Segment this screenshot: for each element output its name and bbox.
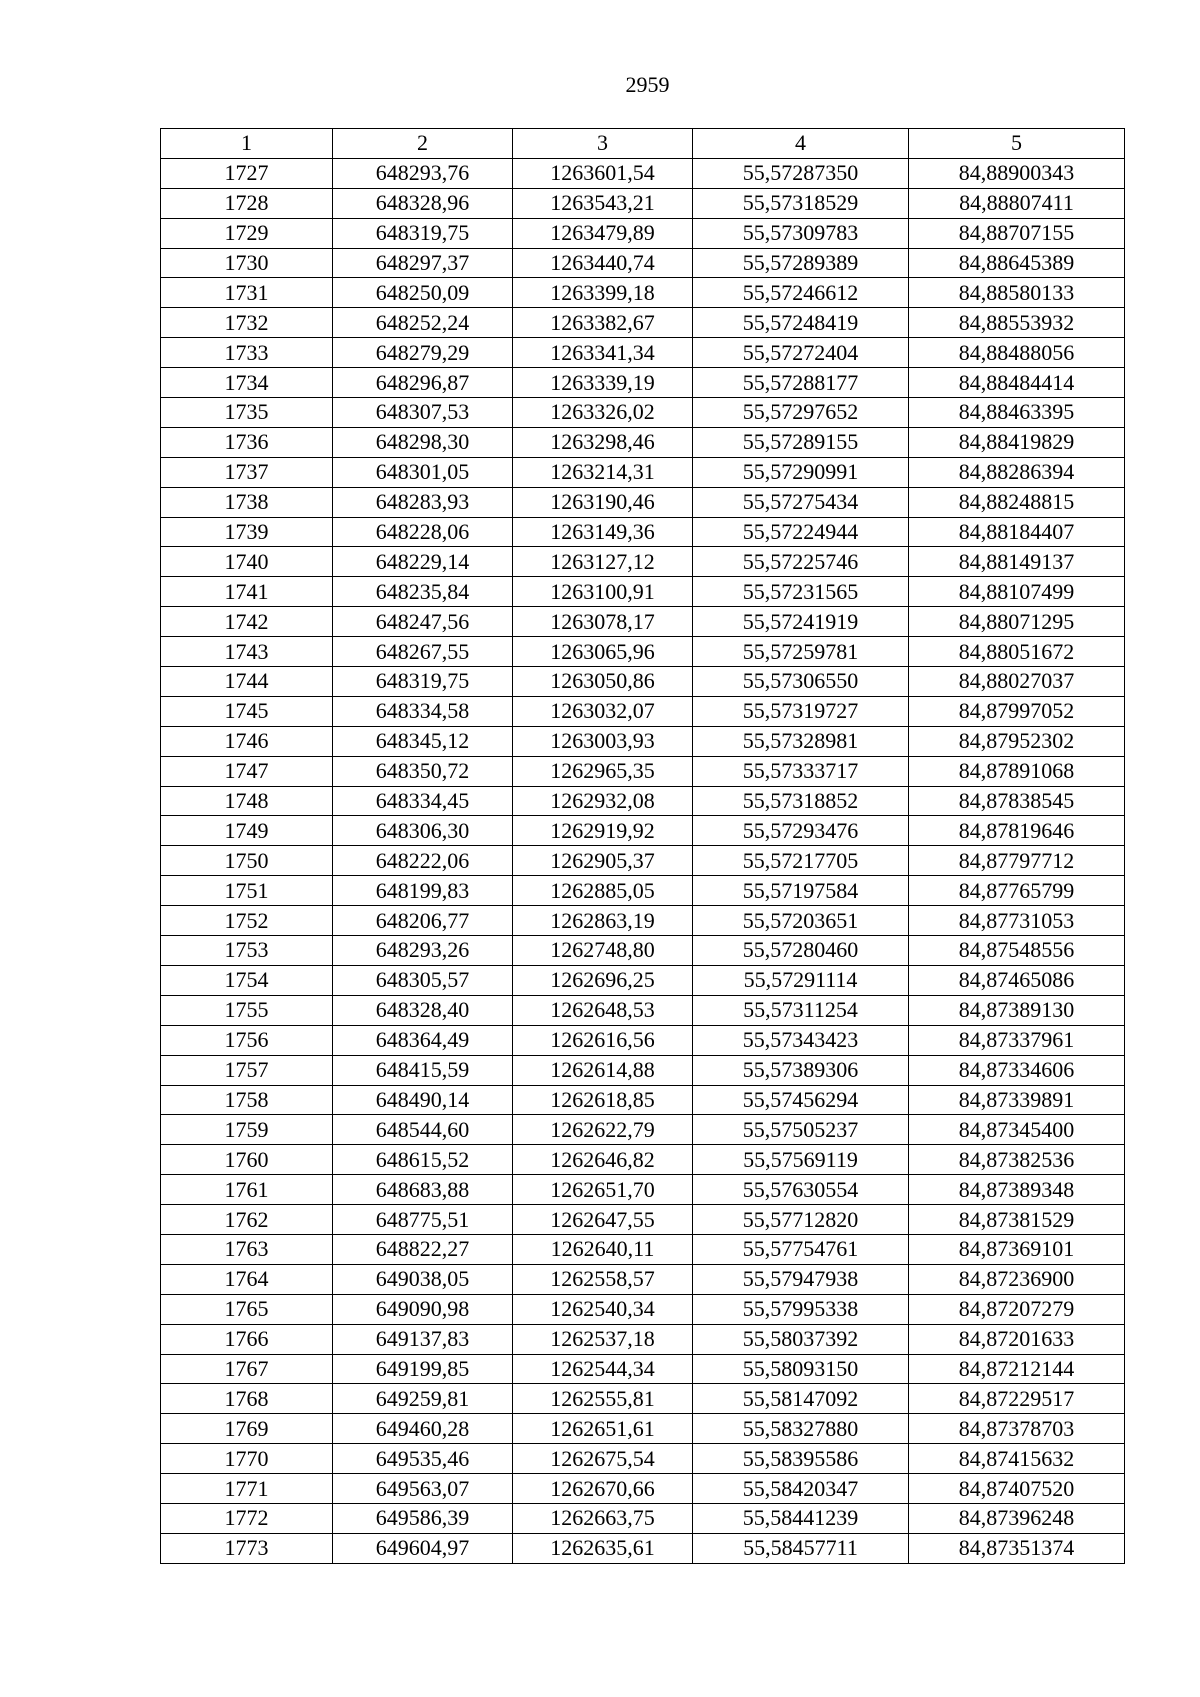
table-cell: 1262965,35 xyxy=(513,756,693,786)
table-cell: 84,87229517 xyxy=(909,1384,1125,1414)
table-cell: 84,88645389 xyxy=(909,248,1125,278)
table-cell: 648490,14 xyxy=(333,1085,513,1115)
table-cell: 1762 xyxy=(161,1205,333,1235)
table-cell: 1757 xyxy=(161,1055,333,1085)
table-cell: 1262647,55 xyxy=(513,1205,693,1235)
table-row xyxy=(161,936,1125,966)
table-row xyxy=(161,1085,1125,1115)
table-cell: 648283,93 xyxy=(333,487,513,517)
table-cell: 84,87396248 xyxy=(909,1503,1125,1533)
table-cell: 55,57291114 xyxy=(693,965,909,995)
table-cell: 1732 xyxy=(161,308,333,338)
table-cell: 648235,84 xyxy=(333,577,513,607)
table-cell: 648293,76 xyxy=(333,158,513,188)
table-cell: 55,57289389 xyxy=(693,248,909,278)
table-cell: 648206,77 xyxy=(333,906,513,936)
table-cell: 84,88184407 xyxy=(909,517,1125,547)
table-cell: 648415,59 xyxy=(333,1055,513,1085)
table-row xyxy=(161,517,1125,547)
table-cell: 648228,06 xyxy=(333,517,513,547)
table-row xyxy=(161,816,1125,846)
table-cell: 55,57569119 xyxy=(693,1145,909,1175)
table-cell: 55,57241919 xyxy=(693,607,909,637)
table-cell: 649563,07 xyxy=(333,1474,513,1504)
table-cell: 1263214,31 xyxy=(513,457,693,487)
table-cell: 84,87465086 xyxy=(909,965,1125,995)
table-cell: 649586,39 xyxy=(333,1503,513,1533)
table-cell: 1739 xyxy=(161,517,333,547)
table-row xyxy=(161,1234,1125,1264)
table-cell: 1759 xyxy=(161,1115,333,1145)
table-row xyxy=(161,1205,1125,1235)
table-cell: 84,88051672 xyxy=(909,637,1125,667)
table-cell: 1767 xyxy=(161,1354,333,1384)
table-row xyxy=(161,487,1125,517)
table-row xyxy=(161,1324,1125,1354)
table-row xyxy=(161,1414,1125,1444)
table-cell: 84,87997052 xyxy=(909,696,1125,726)
table-cell: 84,88107499 xyxy=(909,577,1125,607)
table-row xyxy=(161,726,1125,756)
table-cell: 84,87819646 xyxy=(909,816,1125,846)
table-cell: 1262748,80 xyxy=(513,936,693,966)
table-cell: 1733 xyxy=(161,338,333,368)
table-cell: 1748 xyxy=(161,786,333,816)
table-cell: 1744 xyxy=(161,667,333,697)
table-cell: 55,57947938 xyxy=(693,1264,909,1294)
table-row xyxy=(161,1025,1125,1055)
table-cell: 55,57343423 xyxy=(693,1025,909,1055)
table-cell: 55,58441239 xyxy=(693,1503,909,1533)
table-cell: 648334,45 xyxy=(333,786,513,816)
table-cell: 648293,26 xyxy=(333,936,513,966)
table-cell: 1740 xyxy=(161,547,333,577)
table-cell: 649604,97 xyxy=(333,1533,513,1563)
table-row xyxy=(161,398,1125,428)
table-cell: 1263326,02 xyxy=(513,398,693,428)
table-row xyxy=(161,876,1125,906)
page-number: 2959 xyxy=(625,72,670,97)
table-cell: 648298,30 xyxy=(333,427,513,457)
table-cell: 1761 xyxy=(161,1175,333,1205)
table-cell: 1745 xyxy=(161,696,333,726)
table-cell: 84,88027037 xyxy=(909,667,1125,697)
table-cell: 1747 xyxy=(161,756,333,786)
table-row xyxy=(161,637,1125,667)
table-cell: 1752 xyxy=(161,906,333,936)
table-cell: 84,88286394 xyxy=(909,457,1125,487)
table-cell: 1262537,18 xyxy=(513,1324,693,1354)
table-row xyxy=(161,188,1125,218)
table-cell: 1727 xyxy=(161,158,333,188)
table-cell: 1262558,57 xyxy=(513,1264,693,1294)
table-cell: 648544,60 xyxy=(333,1115,513,1145)
table-cell: 648296,87 xyxy=(333,368,513,398)
table-cell: 1736 xyxy=(161,427,333,457)
table-cell: 84,88419829 xyxy=(909,427,1125,457)
table-cell: 1262663,75 xyxy=(513,1503,693,1533)
table-cell: 55,57319727 xyxy=(693,696,909,726)
table-cell: 84,88149137 xyxy=(909,547,1125,577)
table-cell: 1263050,86 xyxy=(513,667,693,697)
table-cell: 84,87345400 xyxy=(909,1115,1125,1145)
table-cell: 648305,57 xyxy=(333,965,513,995)
table-cell: 55,57289155 xyxy=(693,427,909,457)
table-cell: 84,87378703 xyxy=(909,1414,1125,1444)
table-row xyxy=(161,547,1125,577)
table-cell: 649460,28 xyxy=(333,1414,513,1444)
table-cell: 1734 xyxy=(161,368,333,398)
table-cell: 648615,52 xyxy=(333,1145,513,1175)
table-cell: 55,57246612 xyxy=(693,278,909,308)
table-row xyxy=(161,1175,1125,1205)
table-row xyxy=(161,158,1125,188)
column-header: 2 xyxy=(333,129,513,159)
table-body xyxy=(161,158,1125,1563)
table-cell: 55,57309783 xyxy=(693,218,909,248)
table-cell: 55,57333717 xyxy=(693,756,909,786)
column-header: 3 xyxy=(513,129,693,159)
table-row xyxy=(161,1503,1125,1533)
table-cell: 1262651,61 xyxy=(513,1414,693,1444)
table-cell: 84,88580133 xyxy=(909,278,1125,308)
table-row xyxy=(161,696,1125,726)
table-cell: 55,57272404 xyxy=(693,338,909,368)
column-header: 1 xyxy=(161,129,333,159)
table-cell: 1262640,11 xyxy=(513,1234,693,1264)
table-cell: 55,57318852 xyxy=(693,786,909,816)
table-cell: 1262675,54 xyxy=(513,1444,693,1474)
table-cell: 1262932,08 xyxy=(513,786,693,816)
table-cell: 1764 xyxy=(161,1264,333,1294)
table-row xyxy=(161,278,1125,308)
table-cell: 84,87389348 xyxy=(909,1175,1125,1205)
table-cell: 1263339,19 xyxy=(513,368,693,398)
table-cell: 1749 xyxy=(161,816,333,846)
table-cell: 84,87891068 xyxy=(909,756,1125,786)
table-cell: 84,87212144 xyxy=(909,1354,1125,1384)
table-cell: 55,57275434 xyxy=(693,487,909,517)
table-cell: 648319,75 xyxy=(333,667,513,697)
table-cell: 84,88488056 xyxy=(909,338,1125,368)
table-cell: 84,87952302 xyxy=(909,726,1125,756)
table-cell: 55,57293476 xyxy=(693,816,909,846)
table-cell: 648345,12 xyxy=(333,726,513,756)
table-cell: 649137,83 xyxy=(333,1324,513,1354)
table-cell: 1262648,53 xyxy=(513,995,693,1025)
table-cell: 1262618,85 xyxy=(513,1085,693,1115)
table-cell: 1263032,07 xyxy=(513,696,693,726)
table-row xyxy=(161,457,1125,487)
table-cell: 1741 xyxy=(161,577,333,607)
table-row xyxy=(161,906,1125,936)
table-cell: 1262540,34 xyxy=(513,1294,693,1324)
table-cell: 55,58037392 xyxy=(693,1324,909,1354)
table-cell: 84,88807411 xyxy=(909,188,1125,218)
table-cell: 55,58147092 xyxy=(693,1384,909,1414)
table-cell: 84,88900343 xyxy=(909,158,1125,188)
table-cell: 84,88707155 xyxy=(909,218,1125,248)
table-cell: 1738 xyxy=(161,487,333,517)
table-cell: 1263190,46 xyxy=(513,487,693,517)
table-cell: 1742 xyxy=(161,607,333,637)
table-cell: 55,57630554 xyxy=(693,1175,909,1205)
table-row xyxy=(161,1384,1125,1414)
table-cell: 84,87334606 xyxy=(909,1055,1125,1085)
table-row xyxy=(161,1354,1125,1384)
table-cell: 1263382,67 xyxy=(513,308,693,338)
table-cell: 1765 xyxy=(161,1294,333,1324)
table-row xyxy=(161,756,1125,786)
table-cell: 55,57203651 xyxy=(693,906,909,936)
table-cell: 84,87201633 xyxy=(909,1324,1125,1354)
table-cell: 649038,05 xyxy=(333,1264,513,1294)
table-cell: 1760 xyxy=(161,1145,333,1175)
table-cell: 1263003,93 xyxy=(513,726,693,756)
table-cell: 648822,27 xyxy=(333,1234,513,1264)
table-cell: 84,88484414 xyxy=(909,368,1125,398)
table-cell: 648328,40 xyxy=(333,995,513,1025)
table-cell: 84,87548556 xyxy=(909,936,1125,966)
table-cell: 648199,83 xyxy=(333,876,513,906)
table-cell: 84,87381529 xyxy=(909,1205,1125,1235)
table-cell: 1756 xyxy=(161,1025,333,1055)
table-cell: 84,87337961 xyxy=(909,1025,1125,1055)
table-cell: 55,57259781 xyxy=(693,637,909,667)
table-cell: 1263440,74 xyxy=(513,248,693,278)
table-cell: 84,87207279 xyxy=(909,1294,1125,1324)
table-cell: 55,58395586 xyxy=(693,1444,909,1474)
table-cell: 84,87351374 xyxy=(909,1533,1125,1563)
table-cell: 1263341,34 xyxy=(513,338,693,368)
table-row xyxy=(161,607,1125,637)
table-cell: 1758 xyxy=(161,1085,333,1115)
table-cell: 84,88248815 xyxy=(909,487,1125,517)
table-cell: 1263601,54 xyxy=(513,158,693,188)
table-cell: 55,58093150 xyxy=(693,1354,909,1384)
table-cell: 1263149,36 xyxy=(513,517,693,547)
table-cell: 55,57287350 xyxy=(693,158,909,188)
table-cell: 1735 xyxy=(161,398,333,428)
table-cell: 1769 xyxy=(161,1414,333,1444)
table-cell: 1262622,79 xyxy=(513,1115,693,1145)
table-cell: 1262905,37 xyxy=(513,846,693,876)
table-cell: 1737 xyxy=(161,457,333,487)
table-cell: 1755 xyxy=(161,995,333,1025)
table-cell: 1262646,82 xyxy=(513,1145,693,1175)
table-cell: 55,57224944 xyxy=(693,517,909,547)
table-cell: 1262614,88 xyxy=(513,1055,693,1085)
table-cell: 1728 xyxy=(161,188,333,218)
table-cell: 1263479,89 xyxy=(513,218,693,248)
table-cell: 1263078,17 xyxy=(513,607,693,637)
table-cell: 55,57217705 xyxy=(693,846,909,876)
table-row xyxy=(161,1474,1125,1504)
table-cell: 1263127,12 xyxy=(513,547,693,577)
table-row xyxy=(161,1533,1125,1563)
table-cell: 1751 xyxy=(161,876,333,906)
table-cell: 1730 xyxy=(161,248,333,278)
table-row xyxy=(161,338,1125,368)
table-cell: 84,87765799 xyxy=(909,876,1125,906)
table-cell: 648250,09 xyxy=(333,278,513,308)
table-cell: 1263298,46 xyxy=(513,427,693,457)
table-cell: 1743 xyxy=(161,637,333,667)
table-cell: 648334,58 xyxy=(333,696,513,726)
table-cell: 1746 xyxy=(161,726,333,756)
table-cell: 648279,29 xyxy=(333,338,513,368)
table-cell: 648267,55 xyxy=(333,637,513,667)
table-cell: 1262616,56 xyxy=(513,1025,693,1055)
table-cell: 55,57197584 xyxy=(693,876,909,906)
table-cell: 1768 xyxy=(161,1384,333,1414)
table-cell: 1262919,92 xyxy=(513,816,693,846)
table-cell: 1763 xyxy=(161,1234,333,1264)
table-cell: 1262696,25 xyxy=(513,965,693,995)
table-cell: 1750 xyxy=(161,846,333,876)
table-cell: 55,57456294 xyxy=(693,1085,909,1115)
table-cell: 84,87838545 xyxy=(909,786,1125,816)
table-cell: 1773 xyxy=(161,1533,333,1563)
table-cell: 55,57288177 xyxy=(693,368,909,398)
table-cell: 84,87339891 xyxy=(909,1085,1125,1115)
table-cell: 55,58457711 xyxy=(693,1533,909,1563)
table-cell: 1770 xyxy=(161,1444,333,1474)
table-header-row xyxy=(161,129,1125,159)
table-cell: 55,58327880 xyxy=(693,1414,909,1444)
table-cell: 1262885,05 xyxy=(513,876,693,906)
table-cell: 648307,53 xyxy=(333,398,513,428)
table-cell: 55,57290991 xyxy=(693,457,909,487)
table-cell: 55,57505237 xyxy=(693,1115,909,1145)
table-row xyxy=(161,1115,1125,1145)
table-cell: 1772 xyxy=(161,1503,333,1533)
table-cell: 648252,24 xyxy=(333,308,513,338)
table-cell: 55,57297652 xyxy=(693,398,909,428)
table-cell: 84,87731053 xyxy=(909,906,1125,936)
column-header: 5 xyxy=(909,129,1125,159)
table-cell: 55,57280460 xyxy=(693,936,909,966)
table-cell: 55,57712820 xyxy=(693,1205,909,1235)
table-cell: 1263100,91 xyxy=(513,577,693,607)
table-row xyxy=(161,846,1125,876)
table-cell: 648247,56 xyxy=(333,607,513,637)
table-row xyxy=(161,218,1125,248)
table-cell: 84,87389130 xyxy=(909,995,1125,1025)
table-cell: 55,57328981 xyxy=(693,726,909,756)
table-cell: 1754 xyxy=(161,965,333,995)
table-cell: 55,57225746 xyxy=(693,547,909,577)
table-row xyxy=(161,577,1125,607)
table-cell: 55,57754761 xyxy=(693,1234,909,1264)
table-cell: 1771 xyxy=(161,1474,333,1504)
table-cell: 55,57995338 xyxy=(693,1294,909,1324)
table-cell: 84,88463395 xyxy=(909,398,1125,428)
table-cell: 84,87382536 xyxy=(909,1145,1125,1175)
table-cell: 1262555,81 xyxy=(513,1384,693,1414)
table-cell: 1729 xyxy=(161,218,333,248)
table-cell: 648229,14 xyxy=(333,547,513,577)
table-cell: 648775,51 xyxy=(333,1205,513,1235)
table-cell: 648364,49 xyxy=(333,1025,513,1055)
coordinates-table xyxy=(160,128,1125,1564)
table-cell: 1263543,21 xyxy=(513,188,693,218)
table-cell: 1753 xyxy=(161,936,333,966)
table-row xyxy=(161,995,1125,1025)
table-cell: 55,57389306 xyxy=(693,1055,909,1085)
table-cell: 648683,88 xyxy=(333,1175,513,1205)
table-cell: 84,87369101 xyxy=(909,1234,1125,1264)
table-cell: 1263065,96 xyxy=(513,637,693,667)
table-cell: 84,87415632 xyxy=(909,1444,1125,1474)
table-row xyxy=(161,786,1125,816)
table-row xyxy=(161,667,1125,697)
table-row xyxy=(161,965,1125,995)
table-cell: 649259,81 xyxy=(333,1384,513,1414)
table-row xyxy=(161,1264,1125,1294)
table-cell: 55,57311254 xyxy=(693,995,909,1025)
table-row xyxy=(161,248,1125,278)
table-cell: 1766 xyxy=(161,1324,333,1354)
column-header: 4 xyxy=(693,129,909,159)
table-cell: 55,57231565 xyxy=(693,577,909,607)
table-row xyxy=(161,1055,1125,1085)
table-cell: 1263399,18 xyxy=(513,278,693,308)
table-cell: 649535,46 xyxy=(333,1444,513,1474)
table-row xyxy=(161,427,1125,457)
table-row xyxy=(161,1294,1125,1324)
table-cell: 84,88071295 xyxy=(909,607,1125,637)
table-cell: 1262651,70 xyxy=(513,1175,693,1205)
table-cell: 55,57318529 xyxy=(693,188,909,218)
table-cell: 1262544,34 xyxy=(513,1354,693,1384)
table-cell: 1262635,61 xyxy=(513,1533,693,1563)
table-cell: 648297,37 xyxy=(333,248,513,278)
table-cell: 1731 xyxy=(161,278,333,308)
table-cell: 84,88553932 xyxy=(909,308,1125,338)
table-cell: 648350,72 xyxy=(333,756,513,786)
table-row xyxy=(161,1444,1125,1474)
table-cell: 55,57248419 xyxy=(693,308,909,338)
table-cell: 84,87407520 xyxy=(909,1474,1125,1504)
table-row xyxy=(161,368,1125,398)
table-row xyxy=(161,308,1125,338)
table-row xyxy=(161,1145,1125,1175)
table-cell: 84,87236900 xyxy=(909,1264,1125,1294)
table-cell: 648328,96 xyxy=(333,188,513,218)
table-cell: 649199,85 xyxy=(333,1354,513,1384)
table-cell: 55,58420347 xyxy=(693,1474,909,1504)
table-cell: 1262863,19 xyxy=(513,906,693,936)
table-cell: 55,57306550 xyxy=(693,667,909,697)
table-cell: 649090,98 xyxy=(333,1294,513,1324)
table-cell: 648222,06 xyxy=(333,846,513,876)
table-cell: 1262670,66 xyxy=(513,1474,693,1504)
table-cell: 648319,75 xyxy=(333,218,513,248)
table-cell: 648306,30 xyxy=(333,816,513,846)
table-cell: 648301,05 xyxy=(333,457,513,487)
table-cell: 84,87797712 xyxy=(909,846,1125,876)
